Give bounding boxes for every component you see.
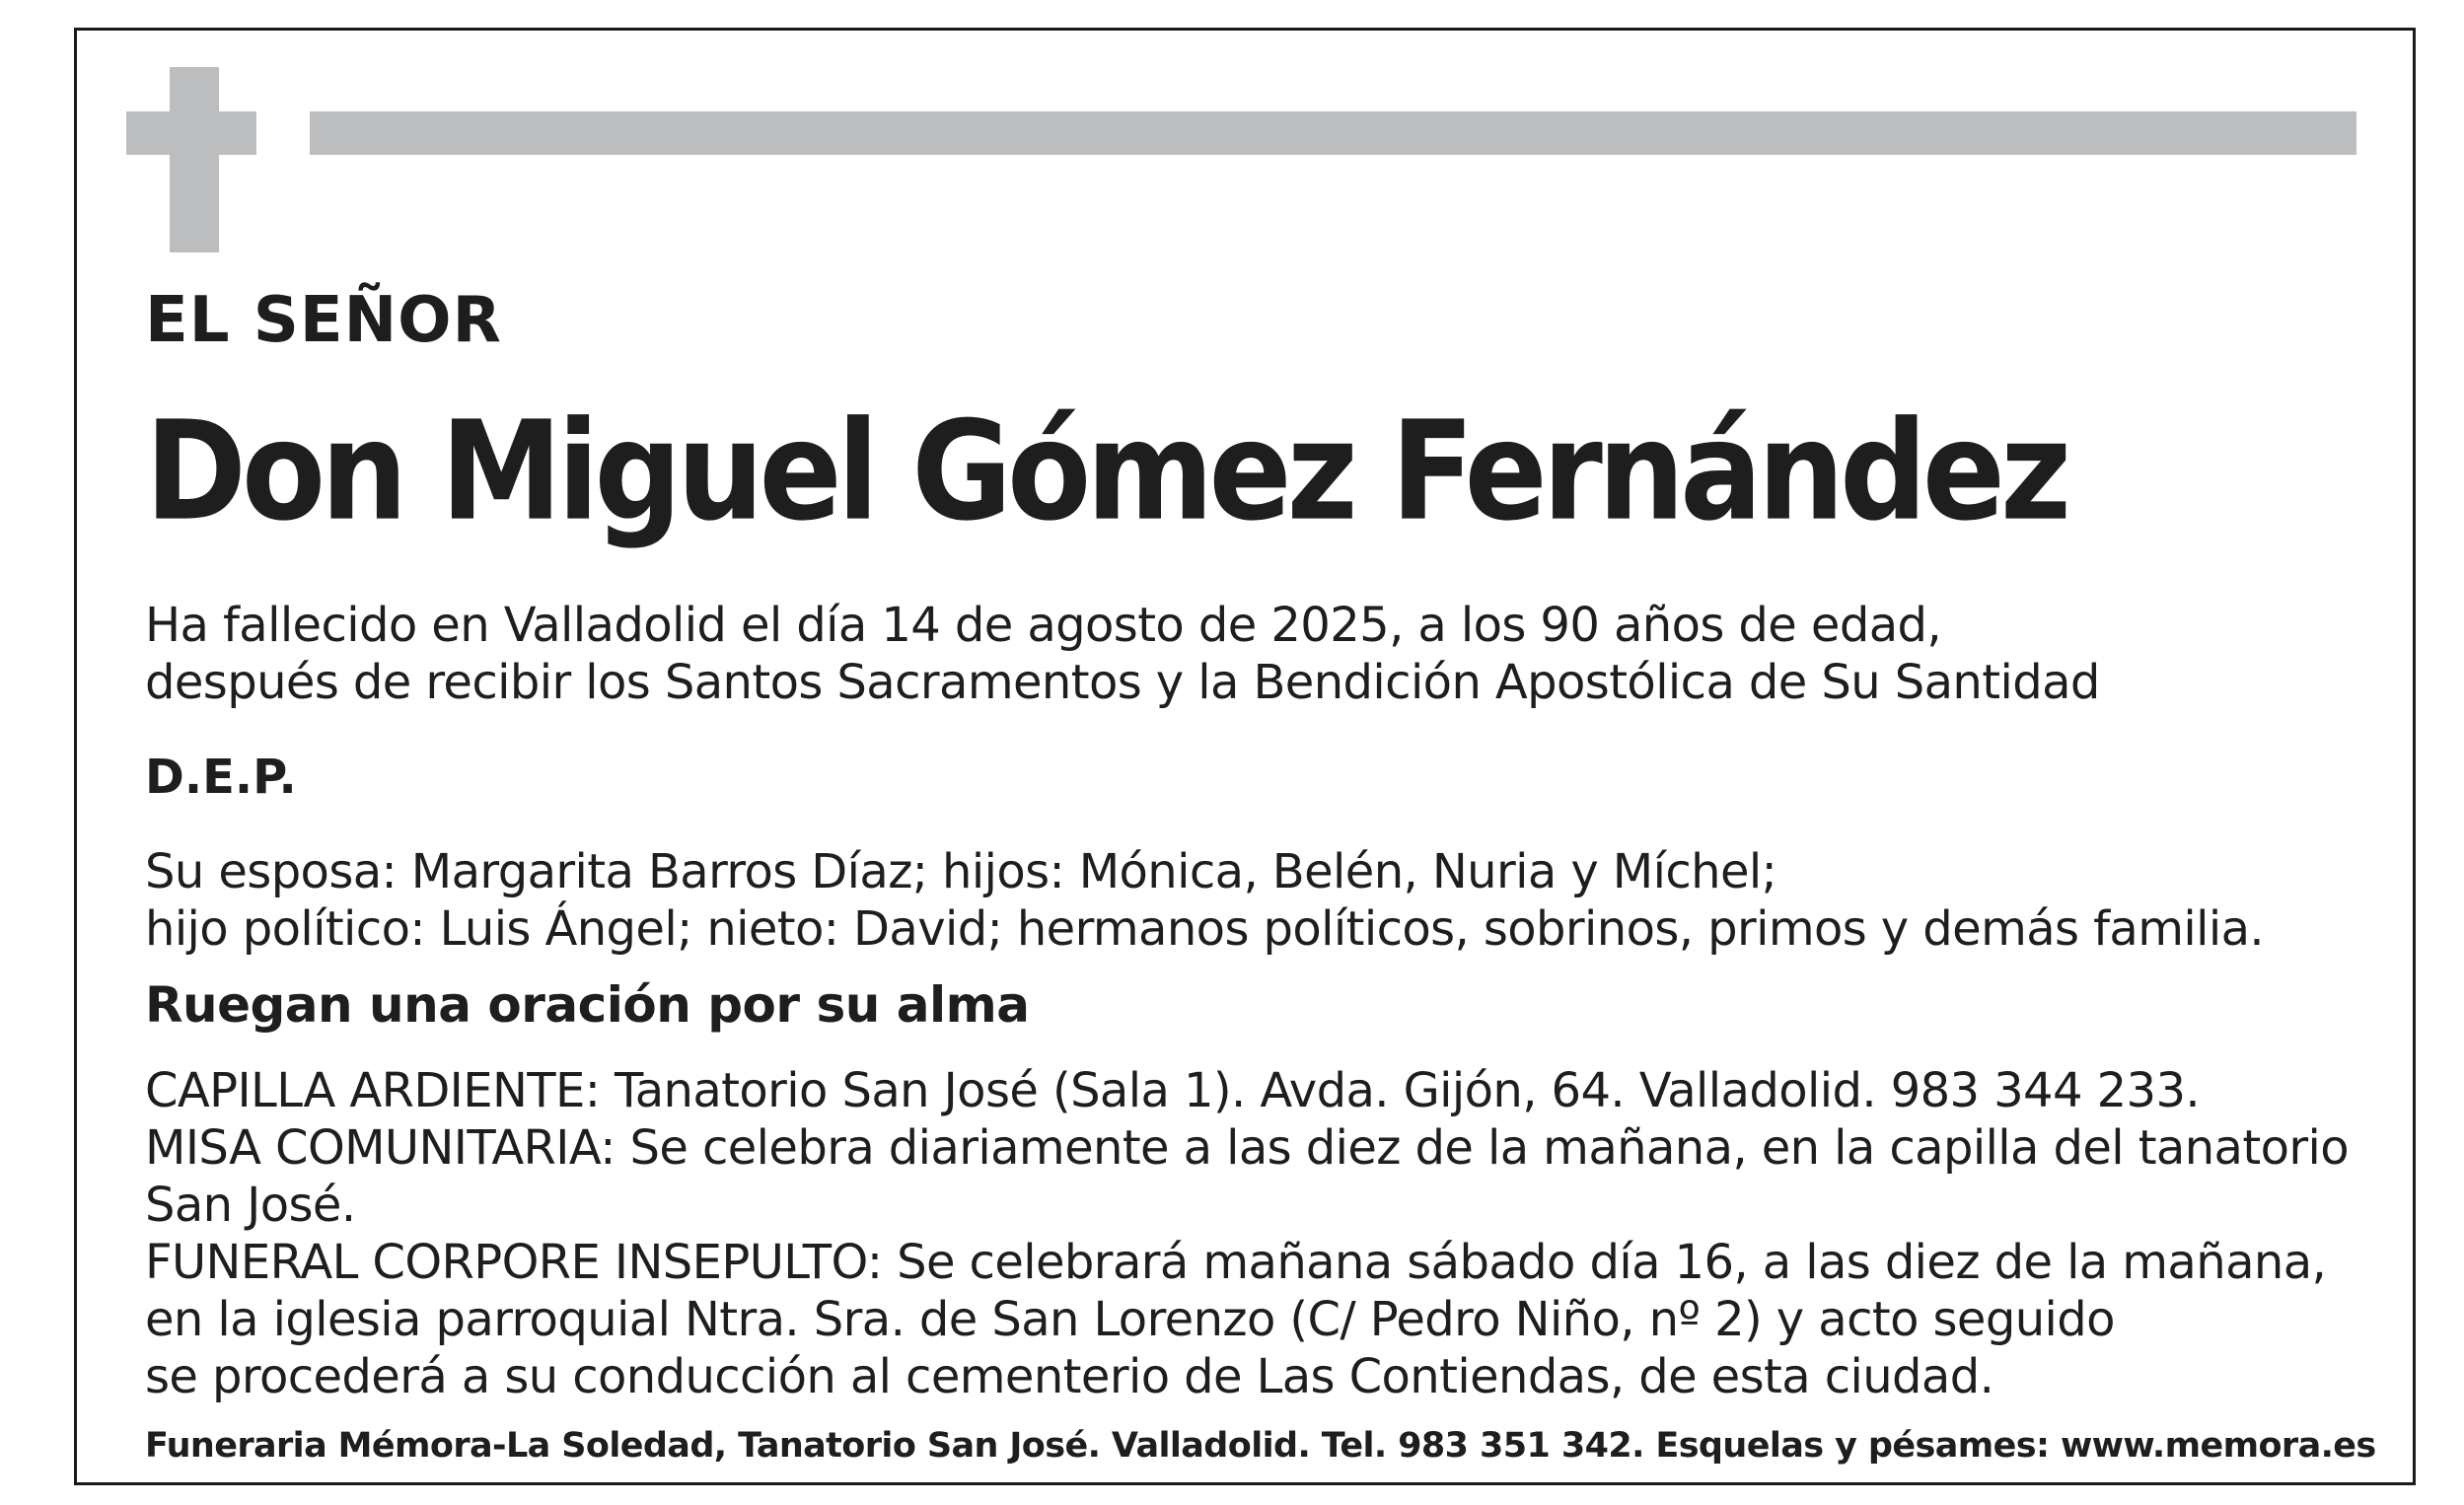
family-line-2: hijo político: Luis Ángel; nieto: David; hermanos políticos, sobrinos, primos y demás familia. (145, 901, 2265, 957)
arrangements-line-2: MISA COMUNITARIA: Se celebra diariamente a las diez de la mañana, en la capilla del tanatorio (145, 1120, 2349, 1176)
death-notice-line-1: Ha fallecido en Valladolid el día 14 de agosto de 2025, a los 90 años de edad, (145, 598, 1942, 653)
dep-label: D.E.P. (145, 750, 297, 805)
family-line-1: Su esposa: Margarita Barros Díaz; hijos: Mónica, Belén, Nuria y Míchel; (145, 844, 1777, 899)
arrangements-line-6: se procederá a su conducción al cementerio de Las Contiendas, de esta ciudad. (145, 1349, 1994, 1404)
arrangements-line-4: FUNERAL CORPORE INSEPULTO: Se celebrará mañana sábado día 16, a las diez de la mañana, (145, 1235, 2327, 1290)
deceased-name: Don Miguel Gómez Fernández (145, 393, 2067, 552)
header-rule (310, 111, 2356, 155)
arrangements-line-1: CAPILLA ARDIENTE: Tanatorio San José (Sala 1). Avda. Gijón, 64. Valladolid. 983 344 233. (145, 1063, 2201, 1118)
death-notice-line-2: después de recibir los Santos Sacramentos y la Bendición Apostólica de Su Santidad (145, 655, 2100, 710)
arrangements-line-3: San José. (145, 1178, 356, 1233)
cross-icon-vertical-bar (170, 67, 219, 252)
honorific-title: EL SEÑOR (145, 284, 502, 357)
prayer-request: Ruegan una oración por su alma (145, 976, 1030, 1034)
arrangements-line-5: en la iglesia parroquial Ntra. Sra. de San Lorenzo (C/ Pedro Niño, nº 2) y acto seguido (145, 1292, 2115, 1347)
funeral-home-footer: Funeraria Mémora-La Soledad, Tanatorio San José. Valladolid. Tel. 983 351 342. Esquelas y pésames: www.memora.es (145, 1426, 2376, 1466)
cross-icon-horizontal-bar (126, 111, 256, 155)
